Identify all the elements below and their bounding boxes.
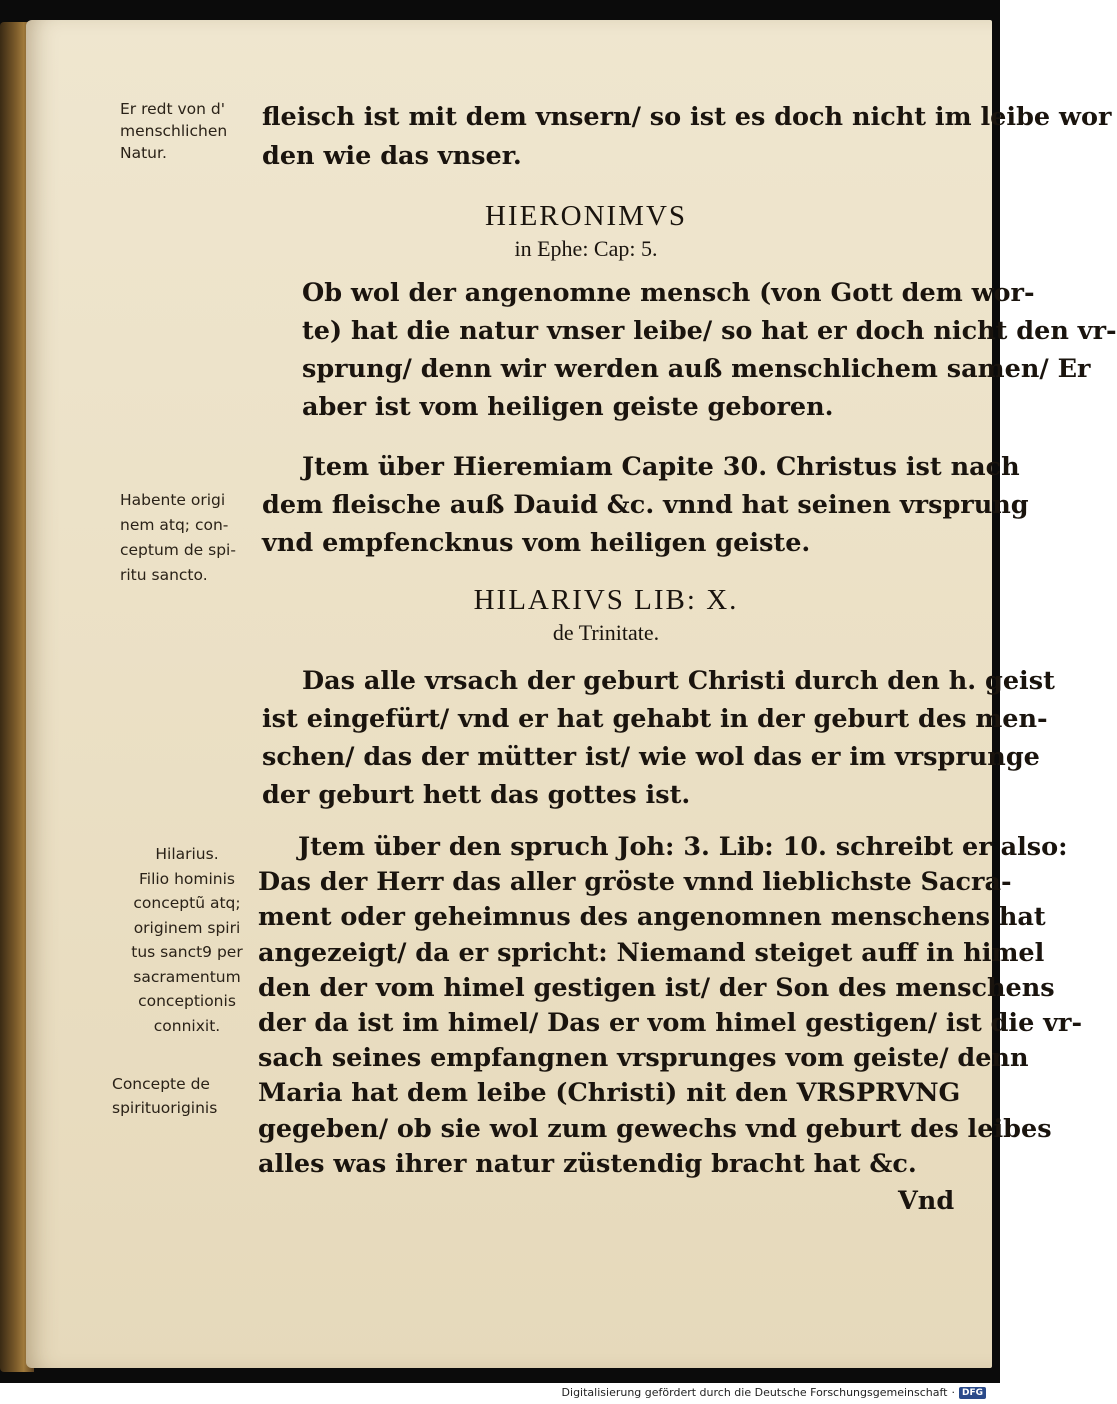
text-line: ment oder geheimnus des angenomnen menschens hat	[258, 902, 1046, 933]
text-line: den der vom himel gestigen ist/ der Son des menschens	[258, 972, 1055, 1003]
text-line: der da ist im himel/ Das er vom himel gestigen/ ist die vr-	[258, 1008, 1083, 1039]
footer-text: Digitalisierung gefördert durch die Deutsche Forschungsgemeinschaft	[561, 1386, 948, 1399]
dfg-logo-icon: DFG	[959, 1387, 986, 1399]
heading-title: HILARIVS LIB: X.	[473, 584, 739, 616]
text-line: gegeben/ ob sie wol zum gewechs vnd geburt des leibes	[258, 1113, 1052, 1144]
paragraph-hieronimus	[302, 274, 1117, 426]
paragraph-hilarius-trinitate	[262, 662, 1055, 814]
paragraph-hieremiam	[262, 448, 1029, 562]
section-heading-hieronimus	[406, 198, 766, 264]
text-line: schen/ das der mütter ist/ wie wol das er im vrsprunge	[262, 742, 1040, 772]
book-page	[26, 20, 1117, 1368]
text-block-top	[262, 98, 1111, 176]
text-line: der geburt hett das gottes ist.	[262, 780, 691, 810]
margin-note-hilarius: Hilarius. Filio hominis conceptũ atq; originem spiri tus sanct9 per sacramentum conceptionis connixit.	[131, 845, 243, 1035]
text-line: ist eingefürt/ vnd er hat gehabt in der geburt des men-	[262, 704, 1048, 734]
heading-title: HIERONIMVS	[484, 200, 688, 232]
text-line: fleisch ist mit dem vnsern/ so ist es doch nicht im leibe wor	[262, 102, 1112, 132]
footer-separator: ·	[951, 1386, 955, 1399]
text-line: alles was ihrer natur züstendig bracht hat &c.	[258, 1148, 917, 1179]
text-line: Das der Herr das aller gröste vnnd lieblichste Sacra-	[258, 867, 1012, 898]
heading-subtitle: de Trinitate.	[552, 620, 660, 645]
text-line: dem fleische auß Dauid &c. vnnd hat seinen vrsprung	[262, 490, 1029, 520]
text-line: den wie das vnser.	[262, 141, 522, 171]
text-line: angezeigt/ da er spricht: Niemand steiget auff in himel	[258, 937, 1045, 968]
heading-subtitle: in Ephe: Cap: 5.	[514, 236, 658, 261]
section-heading-hilarius	[406, 582, 806, 648]
text-line: Das alle vrsach der geburt Christi durch den h. geist	[302, 666, 1055, 696]
text-line: Jtem über den spruch Joh: 3. Lib: 10. schreibt er also:	[298, 832, 1068, 862]
text-line: vnd empfencknus vom heiligen geiste.	[262, 528, 811, 558]
text-line: sprung/ denn wir werden auß menschlichem samen/ Er	[302, 354, 1091, 384]
margin-note-habente-originem: Habente origi nem atq; con- ceptum de spi- ritu sancto.	[120, 491, 236, 584]
footer-credit	[562, 1386, 986, 1399]
text-line: Maria hat dem leibe (Christi) nit den VRSPRVNG	[258, 1078, 961, 1109]
catchword: Vnd	[898, 1186, 955, 1216]
margin-note-concepte: Concepte de spirituoriginis	[112, 1075, 218, 1117]
text-line: Ob wol der angenomne mensch (von Gott dem wor-	[302, 278, 1035, 308]
paragraph-joh-spruch	[258, 830, 1082, 1182]
text-line: sach seines empfangnen vrsprunges vom geiste/ denn	[258, 1043, 1029, 1074]
text-line: te) hat die natur vnser leibe/ so hat er doch nicht den vr-	[302, 316, 1117, 346]
text-line: aber ist vom heiligen geiste geboren.	[302, 392, 834, 422]
margin-note-human-nature: Er redt von d' menschlichen Natur.	[120, 100, 228, 162]
text-line: Jtem über Hieremiam Capite 30. Christus ist nach	[302, 452, 1020, 482]
